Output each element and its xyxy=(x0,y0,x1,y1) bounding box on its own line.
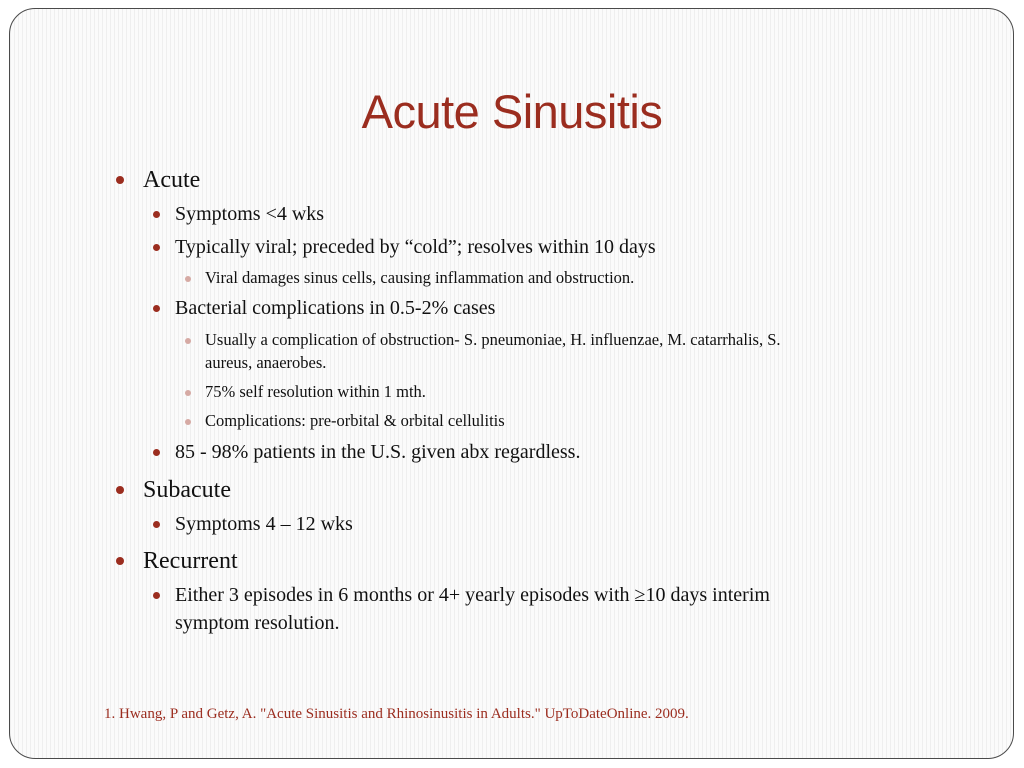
bullet-self-resolution: 75% self resolution within 1 mth. xyxy=(205,382,426,401)
bullet-complications: Complications: pre-orbital & orbital cellulitis xyxy=(205,411,505,430)
bullet-recurrent: Recurrent xyxy=(143,548,238,574)
bullet-subacute: Subacute xyxy=(143,477,231,503)
bullet-dot xyxy=(185,276,191,282)
bullet-abx: 85 - 98% patients in the U.S. given abx regardless. xyxy=(175,441,581,463)
bullet-usually-line1: Usually a complication of obstruction- S. pneumoniae, H. influenzae, M. catarrhalis, S. xyxy=(205,330,781,349)
bullet-typically-viral: Typically viral; preceded by “cold”; resolves within 10 days xyxy=(175,236,656,258)
bullet-dot xyxy=(153,592,160,599)
bullet-dot xyxy=(185,390,191,396)
bullet-dot xyxy=(116,176,124,184)
bullet-dot xyxy=(153,521,160,528)
slide-title: Acute Sinusitis xyxy=(361,85,663,138)
bullet-dot xyxy=(116,557,124,565)
bullet-dot xyxy=(153,244,160,251)
footnote-citation: 1. Hwang, P and Getz, A. "Acute Sinusitis and Rhinosinusitis in Adults." UpToDateOnline. 2009. xyxy=(104,706,689,722)
bullet-either-line2: symptom resolution. xyxy=(175,612,340,634)
bullet-acute: Acute xyxy=(143,167,201,193)
bullet-dot xyxy=(116,486,124,494)
bullet-dot xyxy=(153,211,160,218)
bullet-bacterial: Bacterial complications in 0.5-2% cases xyxy=(175,297,496,319)
bullet-dot xyxy=(153,305,160,312)
bullet-usually-line2: aureus, anaerobes. xyxy=(205,353,327,372)
bullet-symptoms-lt4: Symptoms <4 wks xyxy=(175,203,325,225)
bullet-viral-damages: Viral damages sinus cells, causing inflammation and obstruction. xyxy=(205,268,635,287)
bullet-symptoms-4-12: Symptoms 4 – 12 wks xyxy=(175,513,353,535)
bullet-dot xyxy=(185,338,191,344)
bullet-dot xyxy=(153,449,160,456)
bullet-dot xyxy=(185,419,191,425)
bullet-either-line1: Either 3 episodes in 6 months or 4+ yearly episodes with ≥10 days interim xyxy=(175,584,770,606)
